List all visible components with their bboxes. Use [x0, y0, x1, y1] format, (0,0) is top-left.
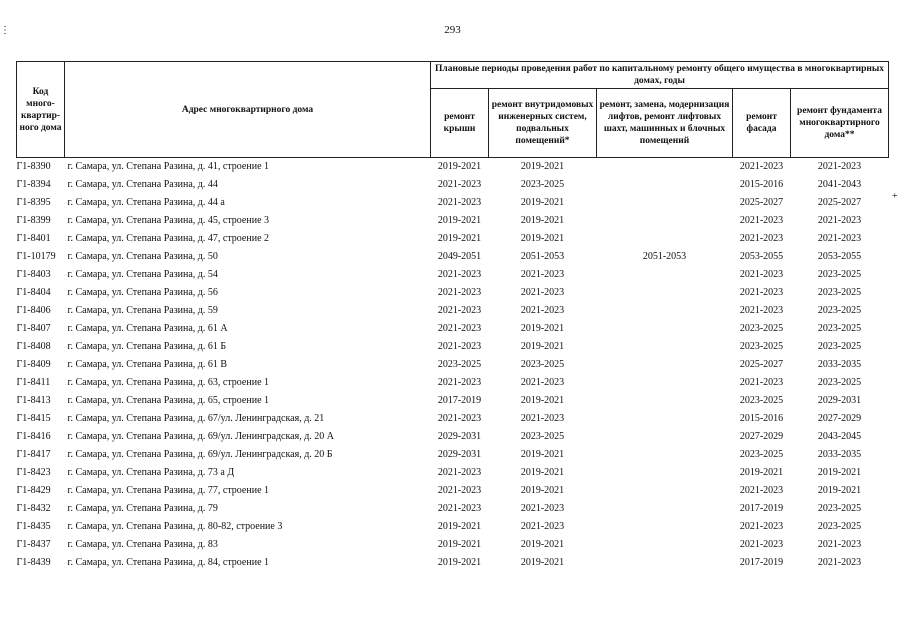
row-code: Г1-8423	[16, 467, 51, 478]
row-foundation-period: 2021-2023	[817, 215, 862, 226]
table-row	[17, 536, 889, 554]
row-engineering-period: 2021-2023	[520, 269, 565, 280]
table-row	[17, 320, 889, 338]
row-code: Г1-8437	[16, 539, 51, 550]
row-code: Г1-8394	[16, 179, 51, 190]
table-row	[17, 410, 889, 428]
row-address: г. Самара, ул. Степана Разина, д. 80-82, строение 3	[67, 521, 283, 532]
table-row	[17, 392, 889, 410]
row-address: г. Самара, ул. Степана Разина, д. 50	[67, 251, 218, 262]
row-foundation-period: 2021-2023	[817, 557, 862, 568]
row-roof-period: 2021-2023	[437, 305, 482, 316]
row-facade-period: 2021-2023	[739, 539, 784, 550]
row-code: Г1-10179	[16, 251, 56, 262]
row-foundation-period: 2019-2021	[817, 485, 862, 496]
row-roof-period: 2021-2023	[437, 197, 482, 208]
row-lift-period	[597, 428, 733, 446]
row-foundation-period: 2021-2023	[817, 161, 862, 172]
row-foundation-period: 2023-2025	[817, 269, 862, 280]
row-engineering-period: 2019-2021	[520, 539, 565, 550]
row-facade-period: 2021-2023	[739, 233, 784, 244]
table-row	[17, 374, 889, 392]
row-engineering-period: 2019-2021	[520, 197, 565, 208]
row-engineering-period: 2019-2021	[520, 395, 565, 406]
row-roof-period: 2023-2025	[437, 359, 482, 370]
row-lift-period	[597, 374, 733, 392]
row-foundation-period: 2021-2023	[817, 233, 862, 244]
table-row	[17, 248, 889, 266]
row-lift-period	[597, 446, 733, 464]
row-lift-period	[597, 536, 733, 554]
row-roof-period: 2019-2021	[437, 539, 482, 550]
row-engineering-period: 2019-2021	[520, 323, 565, 334]
row-address: г. Самара, ул. Степана Разина, д. 84, строение 1	[67, 557, 270, 568]
row-code: Г1-8416	[16, 431, 51, 442]
row-code: Г1-8432	[16, 503, 51, 514]
table-row	[17, 464, 889, 482]
row-code: Г1-8406	[16, 305, 51, 316]
row-roof-period: 2029-2031	[437, 449, 482, 460]
row-engineering-period: 2019-2021	[520, 485, 565, 496]
row-lift-period	[597, 194, 733, 212]
row-facade-period: 2021-2023	[739, 305, 784, 316]
row-address: г. Самара, ул. Степана Разина, д. 44 а	[67, 197, 225, 208]
row-lift-period	[597, 464, 733, 482]
row-foundation-period: 2041-2043	[817, 179, 862, 190]
row-facade-period: 2017-2019	[739, 503, 784, 514]
row-roof-period: 2021-2023	[437, 287, 482, 298]
scan-mark-right: +	[892, 191, 898, 202]
row-lift-period	[597, 554, 733, 572]
row-foundation-period: 2029-2031	[817, 395, 862, 406]
row-roof-period: 2019-2021	[437, 521, 482, 532]
row-address: г. Самара, ул. Степана Разина, д. 61 В	[67, 359, 228, 370]
table-row	[17, 356, 889, 374]
row-engineering-period: 2051-2053	[520, 251, 565, 262]
row-code: Г1-8435	[16, 521, 51, 532]
row-foundation-period: 2023-2025	[817, 323, 862, 334]
row-roof-period: 2021-2023	[437, 485, 482, 496]
row-address: г. Самара, ул. Степана Разина, д. 67/ул. Ленинградская, д. 21	[67, 413, 325, 424]
row-foundation-period: 2023-2025	[817, 377, 862, 388]
row-lift-period	[597, 518, 733, 536]
table-row	[17, 518, 889, 536]
row-engineering-period: 2021-2023	[520, 521, 565, 532]
row-code: Г1-8417	[16, 449, 51, 460]
row-address: г. Самара, ул. Степана Разина, д. 44	[67, 179, 218, 190]
row-foundation-period: 2021-2023	[817, 539, 862, 550]
row-facade-period: 2021-2023	[739, 161, 784, 172]
row-engineering-period: 2021-2023	[520, 503, 565, 514]
row-engineering-period: 2023-2025	[520, 431, 565, 442]
row-address: г. Самара, ул. Степана Разина, д. 63, строение 1	[67, 377, 270, 388]
row-foundation-period: 2019-2021	[817, 467, 862, 478]
row-roof-period: 2021-2023	[437, 341, 482, 352]
row-roof-period: 2019-2021	[437, 215, 482, 226]
row-facade-period: 2019-2021	[739, 467, 784, 478]
row-code: Г1-8395	[16, 197, 51, 208]
row-roof-period: 2029-2031	[437, 431, 482, 442]
row-facade-period: 2021-2023	[739, 269, 784, 280]
row-code: Г1-8415	[16, 413, 51, 424]
row-roof-period: 2019-2021	[437, 233, 482, 244]
row-code: Г1-8408	[16, 341, 51, 352]
row-code: Г1-8413	[16, 395, 51, 406]
row-facade-period: 2023-2025	[739, 341, 784, 352]
row-foundation-period: 2043-2045	[817, 431, 862, 442]
row-engineering-period: 2021-2023	[520, 287, 565, 298]
row-engineering-period: 2019-2021	[520, 161, 565, 172]
row-foundation-period: 2023-2025	[817, 341, 862, 352]
row-facade-period: 2027-2029	[739, 431, 784, 442]
row-engineering-period: 2019-2021	[520, 449, 565, 460]
row-foundation-period: 2025-2027	[817, 197, 862, 208]
row-facade-period: 2025-2027	[739, 197, 784, 208]
row-address: г. Самара, ул. Степана Разина, д. 61 А	[67, 323, 228, 334]
row-address: г. Самара, ул. Степана Разина, д. 77, строение 1	[67, 485, 270, 496]
row-address: г. Самара, ул. Степана Разина, д. 65, строение 1	[67, 395, 270, 406]
row-roof-period: 2021-2023	[437, 467, 482, 478]
table-row	[17, 554, 889, 572]
row-roof-period: 2021-2023	[437, 377, 482, 388]
row-engineering-period: 2019-2021	[520, 341, 565, 352]
row-address: г. Самара, ул. Степана Разина, д. 61 Б	[67, 341, 227, 352]
row-code: Г1-8404	[16, 287, 51, 298]
row-code: Г1-8407	[16, 323, 51, 334]
row-lift-period	[597, 356, 733, 374]
scan-mark-left: ⋮	[0, 25, 10, 36]
row-facade-period: 2021-2023	[739, 287, 784, 298]
row-foundation-period: 2033-2035	[817, 359, 862, 370]
header-periods-group: Плановые периоды проведения работ по капитальному ремонту общего имущества в многоквартирных домах, годы	[431, 62, 889, 89]
row-facade-period: 2023-2025	[739, 449, 784, 460]
row-engineering-period: 2023-2025	[520, 359, 565, 370]
row-lift-period	[597, 392, 733, 410]
row-address: г. Самара, ул. Степана Разина, д. 54	[67, 269, 218, 280]
row-facade-period: 2053-2055	[739, 251, 784, 262]
row-address: г. Самара, ул. Степана Разина, д. 69/ул. Ленинградская, д. 20 А	[67, 431, 335, 442]
row-engineering-period: 2019-2021	[520, 557, 565, 568]
table-row	[17, 284, 889, 302]
row-facade-period: 2021-2023	[739, 377, 784, 388]
capital-repair-table	[16, 61, 889, 572]
row-lift-period	[597, 212, 733, 230]
table-row	[17, 158, 889, 177]
row-address: г. Самара, ул. Степана Разина, д. 47, строение 2	[67, 233, 270, 244]
row-roof-period: 2021-2023	[437, 179, 482, 190]
row-lift-period	[597, 410, 733, 428]
row-facade-period: 2023-2025	[739, 323, 784, 334]
row-lift-period	[597, 284, 733, 302]
row-facade-period: 2023-2025	[739, 395, 784, 406]
row-lift-period: 2051-2053	[642, 251, 687, 262]
row-roof-period: 2017-2019	[437, 395, 482, 406]
row-address: г. Самара, ул. Степана Разина, д. 69/ул. Ленинградская, д. 20 Б	[67, 449, 333, 460]
row-lift-period	[597, 338, 733, 356]
row-facade-period: 2025-2027	[739, 359, 784, 370]
header-foundation: ремонт фундамента многоквартирного дома**	[791, 89, 889, 158]
row-address: г. Самара, ул. Степана Разина, д. 59	[67, 305, 218, 316]
row-engineering-period: 2019-2021	[520, 233, 565, 244]
row-facade-period: 2021-2023	[739, 521, 784, 532]
row-code: Г1-8429	[16, 485, 51, 496]
row-engineering-period: 2021-2023	[520, 377, 565, 388]
row-foundation-period: 2033-2035	[817, 449, 862, 460]
row-address: г. Самара, ул. Степана Разина, д. 45, строение 3	[67, 215, 270, 226]
row-roof-period: 2021-2023	[437, 269, 482, 280]
row-code: Г1-8409	[16, 359, 51, 370]
table-row	[17, 338, 889, 356]
row-code: Г1-8399	[16, 215, 51, 226]
row-facade-period: 2017-2019	[739, 557, 784, 568]
row-foundation-period: 2053-2055	[817, 251, 862, 262]
row-lift-period	[597, 158, 733, 177]
row-lift-period	[597, 230, 733, 248]
row-engineering-period: 2019-2021	[520, 215, 565, 226]
row-facade-period: 2021-2023	[739, 485, 784, 496]
row-lift-period	[597, 482, 733, 500]
header-roof: ремонт крыши	[431, 89, 489, 158]
row-foundation-period: 2023-2025	[817, 521, 862, 532]
row-lift-period	[597, 176, 733, 194]
table-body	[17, 158, 889, 573]
row-foundation-period: 2023-2025	[817, 503, 862, 514]
row-roof-period: 2019-2021	[437, 161, 482, 172]
row-engineering-period: 2021-2023	[520, 305, 565, 316]
row-code: Г1-8411	[16, 377, 51, 388]
table-row	[17, 266, 889, 284]
row-lift-period	[597, 266, 733, 284]
header-engineering: ремонт внутридомовых инженерных систем, подвальных помещений*	[489, 89, 597, 158]
table-row	[17, 500, 889, 518]
row-lift-period	[597, 302, 733, 320]
row-roof-period: 2021-2023	[437, 503, 482, 514]
header-lifts: ремонт, замена, модернизация лифтов, ремонт лифтовых шахт, машинных и блочных помещений	[597, 89, 733, 158]
table-row	[17, 428, 889, 446]
row-roof-period: 2021-2023	[437, 413, 482, 424]
table-row	[17, 194, 889, 212]
row-address: г. Самара, ул. Степана Разина, д. 56	[67, 287, 218, 298]
row-lift-period	[597, 320, 733, 338]
header-code: Код много-квартир-ного дома	[17, 62, 65, 158]
table-row	[17, 212, 889, 230]
row-address: г. Самара, ул. Степана Разина, д. 73 а Д	[67, 467, 235, 478]
row-foundation-period: 2023-2025	[817, 287, 862, 298]
row-engineering-period: 2021-2023	[520, 413, 565, 424]
row-code: Г1-8390	[16, 161, 51, 172]
row-facade-period: 2015-2016	[739, 179, 784, 190]
row-address: г. Самара, ул. Степана Разина, д. 83	[67, 539, 218, 550]
row-code: Г1-8403	[16, 269, 51, 280]
row-code: Г1-8401	[16, 233, 51, 244]
row-engineering-period: 2023-2025	[520, 179, 565, 190]
table-row	[17, 302, 889, 320]
header-address: Адрес многоквартирного дома	[65, 62, 431, 158]
row-roof-period: 2019-2021	[437, 557, 482, 568]
row-facade-period: 2015-2016	[739, 413, 784, 424]
table-row	[17, 482, 889, 500]
row-address: г. Самара, ул. Степана Разина, д. 79	[67, 503, 218, 514]
row-foundation-period: 2027-2029	[817, 413, 862, 424]
row-foundation-period: 2023-2025	[817, 305, 862, 316]
row-engineering-period: 2019-2021	[520, 467, 565, 478]
row-code: Г1-8439	[16, 557, 51, 568]
row-roof-period: 2021-2023	[437, 323, 482, 334]
table-row	[17, 230, 889, 248]
page-number: 293	[444, 24, 461, 36]
row-roof-period: 2049-2051	[437, 251, 482, 262]
table-row	[17, 176, 889, 194]
header-facade: ремонт фасада	[733, 89, 791, 158]
table-row	[17, 446, 889, 464]
row-facade-period: 2021-2023	[739, 215, 784, 226]
row-address: г. Самара, ул. Степана Разина, д. 41, строение 1	[67, 161, 270, 172]
row-lift-period	[597, 500, 733, 518]
